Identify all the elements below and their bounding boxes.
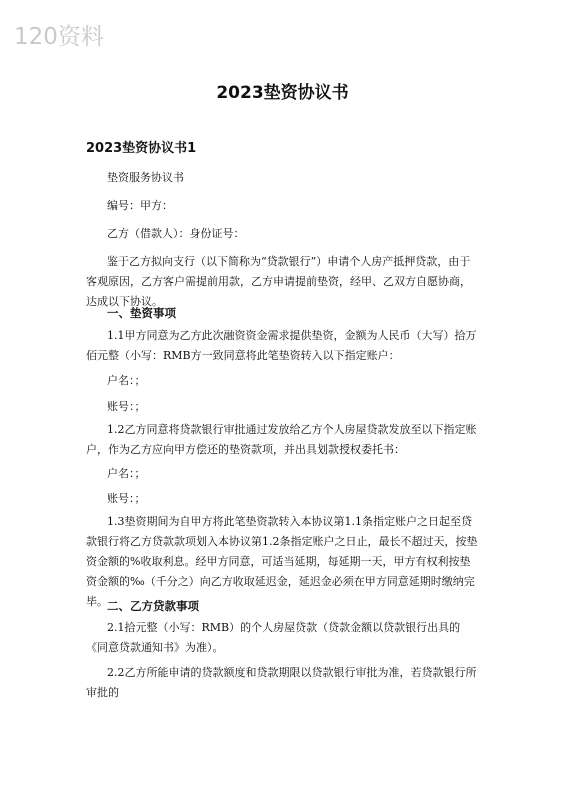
- clause-1-1: 1.1甲方同意为乙方此次融资资金需求提供垫资，金额为人民币（大写）拾万佰元整（小写：RMB方一致同意将此笔垫资转入以下指定账户：: [86, 329, 477, 362]
- clause-1-3: 1.3垫资期间为自甲方将此笔垫资款转入本协议第1.1条指定账户之日起至贷款银行将乙方贷款款项划入本协议第1.2条指定账户之日止，最长不超过天，按垫资金额的%收取利息。经甲方同意，可适当延期，每延期一天，甲方有权利按垫资金额的‰（千分之）向乙方收取延迟金，延迟金必须在甲方同意延期时缴纳完毕。: [86, 515, 478, 608]
- document-title: 2023垫资协议书: [216, 83, 349, 103]
- account-name-1: 户名：；: [107, 374, 146, 387]
- section-1-heading: 一、垫资事项: [107, 306, 176, 320]
- watermark: 120资料: [14, 24, 104, 50]
- account-number-2: 账号：；: [107, 492, 146, 505]
- clause-2-1: 2.1拾元整（小写：RMB）的个人房屋贷款（贷款金额以贷款银行出具的《同意贷款通知书》为准）。: [86, 621, 461, 654]
- document-subtitle: 2023垫资协议书1: [86, 141, 197, 156]
- party-b-line: 乙方（借款人）：身份证号：: [107, 227, 245, 240]
- section-2-heading: 二、乙方贷款事项: [107, 599, 199, 613]
- account-number-1: 账号：；: [107, 400, 146, 413]
- intro-paragraph: 鉴于乙方拟向支行（以下简称为“贷款银行”）申请个人房产抵押贷款，由于客观原因，乙方客户需提前用款，乙方申请提前垫资，经甲、乙双方自愿协商，达成以下协议。: [86, 255, 471, 308]
- service-agreement-line: 垫资服务协议书: [107, 171, 184, 184]
- clause-1-2: 1.2乙方同意将贷款银行审批通过发放给乙方个人房屋贷款发放至以下指定账户，作为乙方应向甲方偿还的垫资款项，并出具划款授权委托书：: [86, 423, 477, 456]
- number-party-a-line: 编号：甲方：: [107, 199, 173, 212]
- clause-2-2: 2.2乙方所能申请的贷款额度和贷款期限以贷款银行审批为准，若贷款银行所审批的: [86, 666, 477, 699]
- account-name-2: 户名：；: [107, 467, 146, 480]
